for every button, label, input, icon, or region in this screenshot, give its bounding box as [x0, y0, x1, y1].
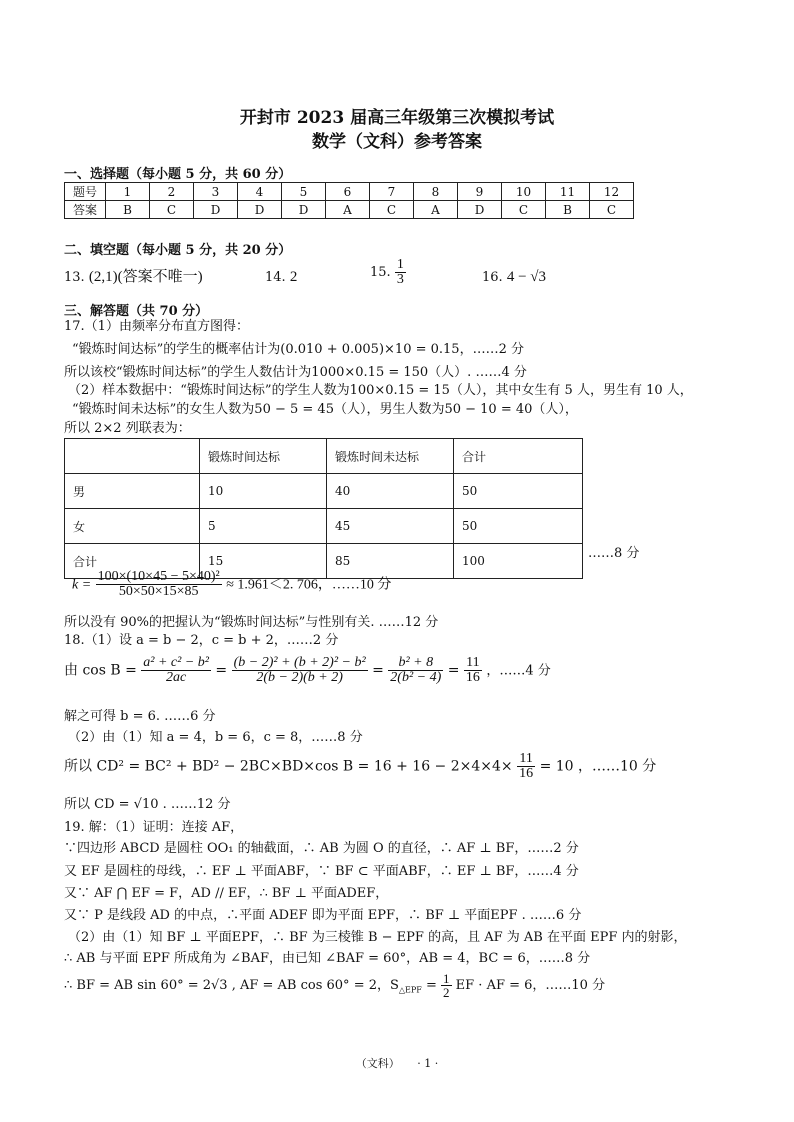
page-number: · 1 ·: [417, 1057, 439, 1070]
fraction-numerator: 1: [443, 971, 450, 986]
q16-answer: 4 − √3: [506, 269, 547, 285]
answer-table-number-row: [65, 183, 634, 201]
p19-line: 又 EF 是圆柱的母线，∴ EF ⊥ 平面ABF，∵ BF ⊂ 平面ABF，∴ EF ⊥ BF，……4 分: [64, 864, 579, 879]
table-cell: 2: [150, 183, 194, 201]
table-cell: C: [502, 201, 546, 219]
p18-line: （2）由（1）知 a = 4，b = 6，c = 8，……8 分: [68, 730, 363, 745]
section-solve-title: 三、解答题（共 70 分）: [64, 304, 209, 319]
p17-line: （2）样本数据中：“锻炼时间达标”的学生人数为100×0.15 = 15（人），其中女生有 5 人，男生有 10 人，: [68, 383, 693, 398]
table-cell: C: [370, 201, 414, 219]
fraction-numerator: b² + 8: [388, 656, 443, 671]
table-cell: 85: [327, 544, 454, 579]
q14-answer: 2: [289, 269, 298, 285]
table-cell: 锻炼时间未达标: [327, 439, 454, 474]
p18-cos-lhs: 由 cos B =: [64, 662, 137, 679]
table-cell: D: [194, 201, 238, 219]
table-cell: 50: [454, 509, 583, 544]
fraction: [141, 656, 211, 685]
fraction-denominator: 16: [519, 766, 534, 781]
k-lhs: k =: [72, 577, 92, 593]
fraction: [441, 972, 452, 999]
k-formula: [72, 570, 391, 599]
p18-cos-formula: 由 cos B = $\frac{\text{a² + c² − b²}}{2ac}$ = $\frac{\text{(b − 2)² + (b + 2)² − b²}}{2(b - 2)(b + 2)}$ = $\frac{\text{b² + 8}}{\text{2(b² − 4)}}$ = $\frac{11}{16}$ ，……4 分: [64, 655, 551, 685]
table-cell: C: [590, 201, 634, 219]
table-cell: 40: [327, 474, 454, 509]
fraction-denominator: 2ac: [166, 670, 187, 685]
fraction: [388, 656, 443, 685]
table-cell: 5: [282, 183, 326, 201]
table-cell: 5: [200, 509, 327, 544]
section-fill-title: 二、填空题（每小题 5 分，共 20 分）: [64, 243, 292, 258]
table-cell: 合计: [65, 544, 200, 579]
page-subtitle: 数学（文科）参考答案: [312, 132, 482, 152]
table-cell: 4: [238, 183, 282, 201]
answer-table: [64, 182, 634, 219]
table-cell: 1: [106, 183, 150, 201]
p19-line: ∵四边形 ABCD 是圆柱 OO₁ 的轴截面，∴ AB 为圆 O 的直径，∴ AF ⊥ BF，……2 分: [64, 841, 579, 856]
p19-line: 19. 解：（1）证明：连接 AF，: [64, 820, 244, 835]
fraction: [232, 656, 368, 685]
table-cell: 45: [327, 509, 454, 544]
q14: [265, 270, 297, 285]
table-cell: 10: [502, 183, 546, 201]
p17-line: “锻炼时间未达标”的女生人数为50 − 5 = 45（人），男生人数为50 − 10 = 40（人），: [72, 402, 578, 417]
table-cell: 女: [65, 509, 200, 544]
contingency-table: [64, 438, 583, 579]
k-rhs: ≈ 1.961＜2. 706，……10 分: [226, 577, 392, 593]
table-cell: 12: [590, 183, 634, 201]
fraction-numerator: a² + c² − b²: [143, 655, 209, 670]
p19-line: ∴ AB 与平面 EPF 所成角为 ∠BAF，由已知 ∠BAF = 60°，AB = 4，BC = 6，……8 分: [64, 951, 591, 966]
q15-fraction: [395, 258, 406, 287]
table-cell: A: [326, 201, 370, 219]
q13-answer: (2,1)(答案不唯一): [88, 269, 203, 285]
p17-line: 所以该校“锻炼时间达标”的学生人数估计为1000×0.15 = 150（人）. ……4 分: [64, 365, 527, 380]
table-cell: B: [106, 201, 150, 219]
q13-number: 13.: [64, 270, 85, 285]
table-cell: 11: [546, 183, 590, 201]
table-cell: D: [238, 201, 282, 219]
fraction: [517, 752, 535, 781]
table-cell: 锻炼时间达标: [200, 439, 327, 474]
q14-number: 14.: [265, 270, 286, 285]
fraction-numerator: 11: [464, 656, 482, 671]
p19-subscript: △EPF: [398, 985, 422, 995]
answer-table-header: 答案: [65, 201, 106, 219]
table-cell: B: [546, 201, 590, 219]
table-row: [65, 439, 583, 474]
fraction-denominator: 2(b² − 4): [390, 670, 442, 685]
table-cell: 15: [200, 544, 327, 579]
table-row: [65, 474, 583, 509]
answer-table-answer-row: [65, 201, 634, 219]
table-cell: 9: [458, 183, 502, 201]
fraction-denominator: 2(b − 2)(b + 2): [256, 670, 343, 685]
fraction-denominator: 16: [465, 670, 480, 685]
table-cell: [65, 439, 200, 474]
fraction-numerator: 1: [396, 257, 404, 272]
table-cell: 6: [326, 183, 370, 201]
fraction-denominator: 50×50×15×85: [118, 584, 199, 599]
q16: [482, 270, 546, 285]
answer-table-header: 题号: [65, 183, 106, 201]
p17-line: 所以 2×2 列联表为：: [64, 421, 191, 436]
table-cell: 100: [454, 544, 583, 579]
table-cell: 8: [414, 183, 458, 201]
p18-cos-score: ，……4 分: [486, 663, 551, 679]
table-cell: 7: [370, 183, 414, 201]
page-footer: [0, 1055, 794, 1071]
table-cell: D: [282, 201, 326, 219]
p18-cd-lhs: 所以 CD² = BC² + BD² − 2BC×BD×cos B = 16 + 16 − 2×4×4×: [64, 758, 513, 775]
p18-line: 18.（1）设 a = b − 2，c = b + 2，……2 分: [64, 633, 339, 648]
fraction-denominator: 2: [443, 985, 450, 1000]
p19-line: 又∵ P 是线段 AD 的中点，∴平面 ADEF 即为平面 EPF，∴ BF ⊥ 平面EPF . ……6 分: [64, 908, 582, 923]
p17-line: 17.（1）由频率分布直方图得：: [64, 319, 249, 334]
p18-line: 所以 CD = √10 . ……12 分: [64, 797, 231, 812]
p19-area-formula: [64, 972, 605, 999]
page-title: 开封市 2023 届高三年级第三次模拟考试: [239, 108, 555, 128]
table-score: ……8 分: [588, 546, 640, 561]
fraction-numerator: (b − 2)² + (b + 2)² − b²: [233, 655, 366, 670]
p17-line: “锻炼时间达标”的学生的概率估计为(0.010 + 0.005)×10 = 0.15，……2 分: [72, 342, 524, 357]
fraction: [464, 656, 482, 685]
fraction-numerator: 100×(10×45 − 5×40)²: [97, 569, 220, 584]
p19-formula-rhs: EF · AF = 6，……10 分: [455, 978, 606, 993]
p18-cd-rhs: = 10 ，……10 分: [539, 758, 657, 775]
p18-cd-formula: [64, 752, 656, 781]
q15: [370, 258, 406, 287]
fraction-denominator: 3: [396, 272, 404, 287]
p19-equals: =: [425, 978, 437, 993]
table-cell: 3: [194, 183, 238, 201]
table-cell: 10: [200, 474, 327, 509]
p19-formula-lhs: ∴ BF = AB sin 60° = 2√3 , AF = AB cos 60° = 2，S: [64, 978, 399, 993]
table-cell: 男: [65, 474, 200, 509]
table-cell: C: [150, 201, 194, 219]
fill-answers: [64, 270, 203, 285]
p18-line: 解之可得 b = 6. ……6 分: [64, 709, 216, 724]
table-cell: 50: [454, 474, 583, 509]
footer-label: （文科）: [355, 1057, 400, 1070]
p19-line: （2）由（1）知 BF ⊥ 平面EPF，∴ BF 为三棱锥 B − EPF 的高，且 AF 为 AB 在平面 EPF 内的射影，: [68, 930, 687, 945]
table-cell: 合计: [454, 439, 583, 474]
p19-line: 又∵ AF ⋂ EF = F，AD // EF，∴ BF ⊥ 平面ADEF，: [64, 886, 389, 901]
fraction-numerator: 11: [517, 752, 535, 767]
table-row: [65, 509, 583, 544]
table-cell: D: [458, 201, 502, 219]
table-cell: A: [414, 201, 458, 219]
p17-conclusion: 所以没有 90%的把握认为“锻炼时间达标”与性别有关. ……12 分: [64, 615, 439, 630]
k-fraction: [96, 570, 222, 599]
section-choice-title: 一、选择题（每小题 5 分，共 60 分）: [64, 167, 292, 182]
q16-number: 16.: [482, 270, 503, 285]
q15-number: 15.: [370, 265, 391, 280]
